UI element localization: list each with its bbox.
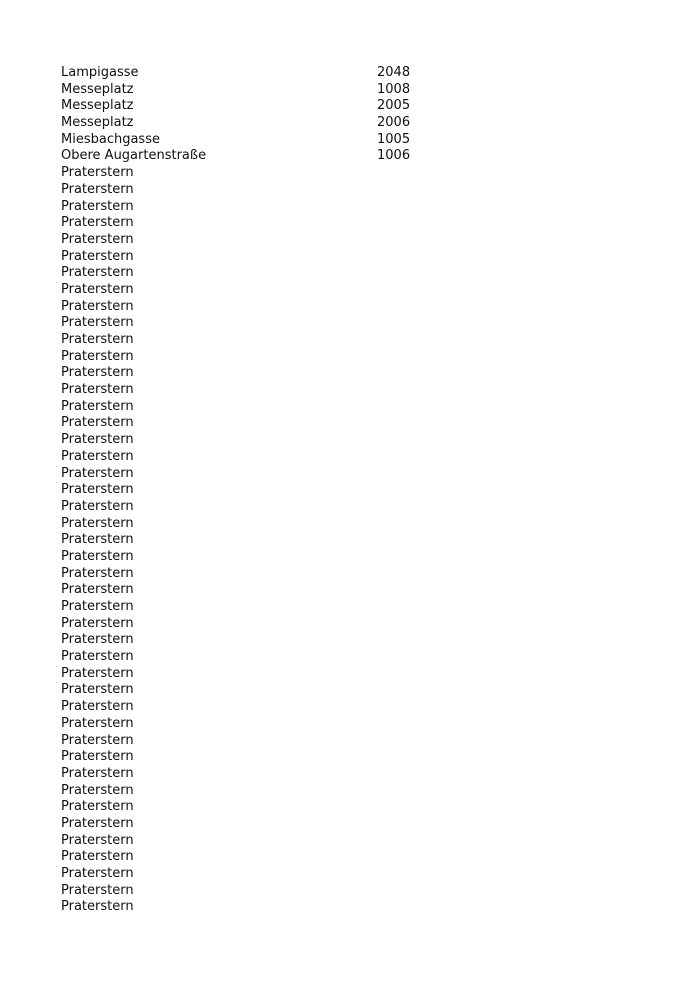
street-name-cell: Praterstern [61,665,134,681]
street-name-cell: Praterstern [61,615,134,631]
street-name-cell: Praterstern [61,332,134,347]
street-name-cell: Praterstern [61,832,134,848]
street-name-cell: Praterstern [61,382,134,398]
street-name-cell: Messeplatz [61,98,134,114]
street-name-cell: Praterstern [61,565,134,581]
code-cell: 2005 [377,98,411,114]
street-name-cell: Praterstern [61,398,134,414]
street-name-cell: Praterstern [61,599,134,614]
street-name-cell: Praterstern [61,482,134,498]
street-name-cell: Praterstern [61,749,134,765]
code-cell: 2048 [377,65,411,80]
street-name-cell: Praterstern [61,815,134,831]
street-name-cell: Praterstern [61,849,134,865]
street-name-cell: Praterstern [61,165,134,181]
street-name-cell: Praterstern [61,715,134,731]
street-name-cell: Praterstern [61,548,134,564]
street-name-cell: Praterstern [61,448,134,464]
street-name-cell: Praterstern [61,899,134,915]
street-name-cell: Praterstern [61,515,134,531]
street-name-cell: Praterstern [61,415,134,431]
code-cell: 1008 [377,81,411,97]
street-name-cell: Praterstern [61,265,134,281]
street-name-cell: Praterstern [61,649,134,665]
street-name-cell: Praterstern [61,582,134,598]
street-name-cell: Praterstern [61,882,134,898]
street-name-cell: Praterstern [61,632,134,648]
street-name-cell: Praterstern [61,782,134,798]
street-name-cell: Obere Augartenstraße [61,148,207,164]
street-name-cell: Praterstern [61,181,134,197]
street-name-cell: Praterstern [61,866,134,881]
street-name-cell: Praterstern [61,799,134,815]
street-name-cell: Praterstern [61,315,134,331]
street-name-cell: Praterstern [61,365,134,381]
code-cell: 1005 [377,131,411,147]
street-name-cell: Praterstern [61,198,134,214]
street-name-cell: Praterstern [61,248,134,264]
street-name-cell: Praterstern [61,699,134,715]
street-name-cell: Praterstern [61,732,134,748]
street-name-cell: Praterstern [61,298,134,314]
code-cell: 1006 [377,148,411,164]
code-cell: 2006 [377,115,411,131]
street-name-cell: Praterstern [61,532,134,548]
street-name-cell: Messeplatz [61,81,134,97]
street-name-cell: Miesbachgasse [61,131,160,147]
street-name-cell: Praterstern [61,498,134,514]
street-name-cell: Praterstern [61,465,134,481]
street-name-cell: Praterstern [61,215,134,231]
street-name-cell: Praterstern [61,682,134,698]
street-name-cell: Messeplatz [61,115,134,131]
street-name-cell: Praterstern [61,348,134,364]
street-name-cell: Praterstern [61,432,134,448]
street-name-cell: Praterstern [61,281,134,297]
street-name-cell: Lampigasse [61,65,139,80]
street-name-cell: Praterstern [61,231,134,247]
street-name-cell: Praterstern [61,765,134,781]
